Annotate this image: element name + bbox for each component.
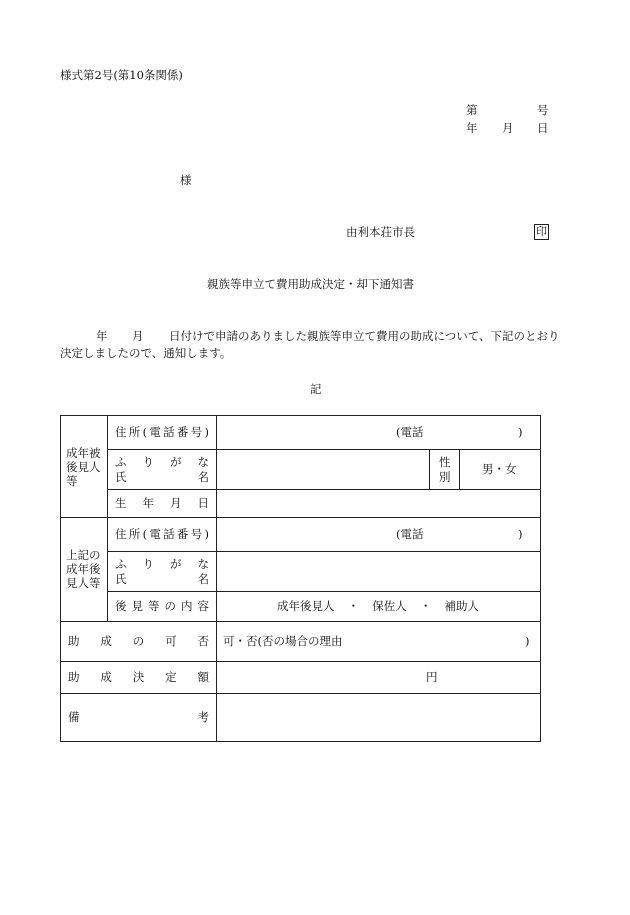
phone-open-2: (電話 [396,527,424,541]
date-day: 日 [537,121,549,135]
name-label-2: 氏 名 [115,572,209,586]
form-number: 様式第2号(第10条関係) [60,68,183,82]
date-year: 年 [466,121,478,135]
furigana-label: ふ り が な [115,455,209,469]
body-line2: 決定しましたので、通知します。 [60,346,232,360]
group1-label-line2: 後見人 [66,460,101,474]
furigana-label-2: ふ り が な [115,557,209,571]
amount-label: 助 成 決 定 額 [68,670,209,684]
phone-close: ) [518,425,523,439]
doc-number-go: 号 [537,103,549,117]
ki-heading: 記 [310,382,322,396]
phone-close-2: ) [518,527,523,541]
name-label: 氏 名 [115,470,209,484]
birthdate-label: 生 年 月 日 [115,496,209,510]
document-title: 親族等申立て費用助成決定・却下通知書 [207,277,414,291]
address-label-2: 住 所 ( 電 話 番 号 ) [115,527,209,541]
address-label: 住 所 ( 電 話 番 号 ) [115,425,209,439]
approval-value: 可・否(否の場合の理由 [223,634,343,648]
doc-number-dai: 第 [466,103,478,117]
body-year: 年 [96,329,108,343]
recipient-suffix: 様 [180,173,192,187]
group2-label-line1: 上記の [66,548,101,562]
approval-close: ) [525,634,530,648]
group1-label-line1: 成年被 [66,446,101,460]
group2-label-line3: 見人等 [66,576,101,590]
body-month: 月 [132,329,144,343]
gender-label-line1: 性 [439,455,451,469]
amount-unit: 円 [426,670,438,684]
gender-value: 男・女 [482,462,517,476]
group2-label-line2: 成年後 [66,562,101,576]
remarks-label: 備 考 [68,710,209,724]
gender-label-line2: 別 [439,470,451,484]
body-line1: 日付けで申請のありました親族等申立て費用の助成について、下記のとおり [169,329,560,343]
date-month: 月 [502,121,514,135]
guardian-type-label: 後 見 等 の 内 容 [115,599,209,613]
approval-label: 助 成 の 可 否 [68,634,209,648]
issuer-name: 由利本荘市長 [346,225,415,239]
guardian-types: 成年後見人 ・ 保佐人 ・ 補助人 [277,599,479,613]
seal-stamp: 印 [536,225,547,238]
phone-open: (電話 [396,425,424,439]
group1-label-line3: 等 [66,474,78,488]
